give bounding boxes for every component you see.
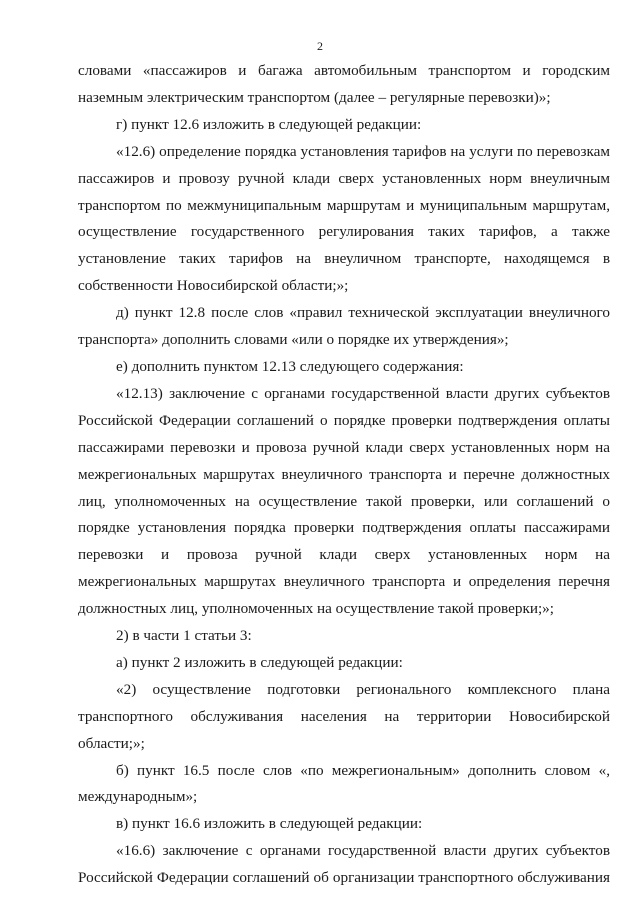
page-number: 2 <box>317 39 323 53</box>
paragraph-clause-2: «2) осуществление подготовки регионального комплексного плана транспортного обслуживания населения на территории Новосибирской области;»; <box>78 680 610 752</box>
paragraph-continuation: словами «пассажиров и багажа автомобильным транспортом и городским наземным электрическим транспортом (далее – регулярные перевозки)»; <box>78 62 610 106</box>
paragraph-item-a: а) пункт 2 изложить в следующей редакции: <box>116 653 403 671</box>
paragraph-clause-16-6: «16.6) заключение с органами государственной власти других субъектов Российской Федерации соглашений об организации транспортного обслуживания <box>78 842 610 887</box>
paragraph-item-b: б) пункт 16.5 после слов «по межрегиональным» дополнить словом «, международным»; <box>78 761 610 806</box>
paragraph-part-2: 2) в части 1 статьи 3: <box>116 627 252 645</box>
paragraph-clause-12-13: «12.13) заключение с органами государственной власти других субъектов Российской Федерации соглашений о порядке проверки подтверждения оплаты пассажирами перевозки и провоза ручной клади сверх установленных норм на межрегиональных маршрутах внеуличного транспорта и перечне должностных лиц, уполномоченных на осуществление такой проверки, или соглашений о порядке установления порядка проверки подтверждения оплаты пассажирами перевозки и провоза ручной клади сверх установленных норм на межрегиональных маршрутах внеуличного транспорта и определения перечня должностных лиц, уполномоченных на осуществление такой проверки;»; <box>78 384 610 618</box>
paragraph-item-d: д) пункт 12.8 после слов «правил технической эксплуатации внеуличного транспорта» дополнить словами «или о порядке их утверждения»; <box>78 304 610 349</box>
paragraph-item-e: е) дополнить пунктом 12.13 следующего содержания: <box>116 357 464 375</box>
document-body <box>78 58 610 892</box>
paragraph-clause-12-6: «12.6) определение порядка установления тарифов на услуги по перевозкам пассажиров и провозу ручной клади сверх установленных норм внеуличным транспортом по межмуниципальным маршрутам и муниципальным маршрутам, осуществление государственного регулирования таких тарифов, а также установление таких тарифов на внеуличном транспорте, находящемся в собственности Новосибирской области;»; <box>78 142 610 295</box>
paragraph-item-g: г) пункт 12.6 изложить в следующей редакции: <box>116 115 422 133</box>
paragraph-item-v: в) пункт 16.6 изложить в следующей редакции: <box>116 815 423 833</box>
